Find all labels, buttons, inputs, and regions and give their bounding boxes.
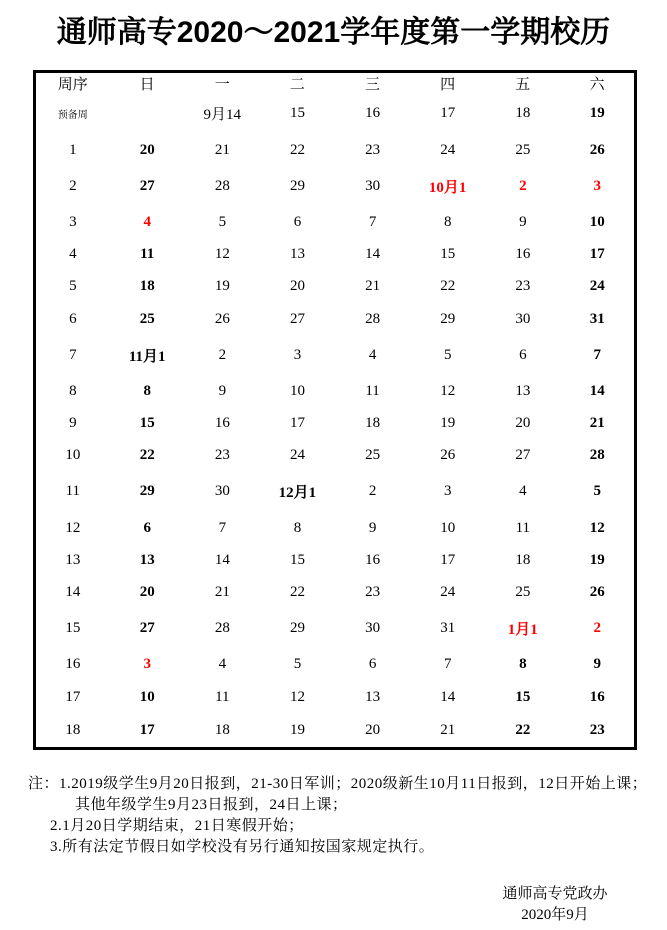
date-cell: 22 [440,278,456,295]
week-number-cell: 16 [65,656,81,673]
calendar-body [35,94,636,749]
date-cell: 28 [589,447,605,464]
note-line-2: 其他年级学生9月23日报到，24日上课； [75,797,348,813]
calendar-week-row [35,713,636,748]
date-cell: 3 [293,346,302,363]
date-cell: 12 [214,246,230,263]
date-cell: 15 [289,551,305,568]
date-cell: 31 [440,620,456,637]
date-cell: 20 [515,415,531,432]
date-cell: 13 [515,382,531,399]
date-cell: 15 [289,105,305,122]
date-cell: 31 [589,310,605,327]
calendar-week-row [35,206,636,238]
date-cell: 22 [289,584,305,601]
date-cell: 10 [139,688,155,705]
date-cell: 27 [139,620,155,637]
date-cell: 9 [218,382,227,399]
week-number-cell: 1 [69,141,77,158]
date-cell: 18 [139,278,155,295]
date-cell: 24 [440,584,456,601]
date-cell: 3 [443,483,452,500]
week-number-cell: 2 [69,177,77,194]
note-line-3: 2.1月20日学期结束，21日寒假开始； [50,818,304,834]
date-cell: 16 [589,688,605,705]
date-cell: 10 [589,213,605,230]
calendar-header-row [35,72,636,95]
date-cell: 11月1 [128,348,166,365]
date-cell: 23 [365,584,381,601]
date-cell: 14 [440,688,456,705]
date-cell: 5 [443,346,452,363]
date-cell: 19 [214,278,230,295]
week-number-cell: 6 [69,310,77,327]
week-number-cell: 13 [65,551,81,568]
header-friday: 五 [515,77,531,93]
date-cell: 19 [589,551,605,568]
date-cell: 7 [218,519,227,536]
date-cell: 21 [589,415,605,432]
date-cell: 1月1 [507,622,538,639]
date-cell: 15 [515,688,531,705]
date-cell: 21 [440,721,456,738]
notes-section [28,774,663,858]
date-cell: 25 [365,447,381,464]
date-cell: 27 [289,310,305,327]
date-cell: 30 [214,483,230,500]
date-cell: 25 [515,141,531,158]
issue-date: 2020年9月 [521,907,589,923]
header-tuesday: 二 [289,77,305,93]
calendar-week-row [35,271,636,303]
week-number-cell: 8 [69,382,77,399]
date-cell: 21 [214,141,230,158]
date-cell: 13 [139,551,155,568]
date-cell: 26 [214,310,230,327]
calendar-week-row [35,94,636,134]
date-cell: 8 [443,213,452,230]
calendar-week-row [35,472,636,512]
date-cell: 2 [368,483,377,500]
week-number-cell: 14 [65,584,81,601]
date-cell: 17 [589,246,605,263]
calendar-week-row [35,335,636,375]
date-cell: 17 [440,105,456,122]
date-cell: 19 [589,105,605,122]
date-cell: 28 [214,620,230,637]
date-cell: 4 [368,346,377,363]
date-cell: 17 [289,415,305,432]
notes-label: 注： [28,776,60,792]
week-number-cell: 5 [69,278,77,295]
header-thursday: 四 [440,77,456,93]
date-cell: 17 [440,551,456,568]
date-cell: 2 [218,346,227,363]
date-cell: 11 [365,382,380,399]
week-number-cell: 17 [65,688,81,705]
date-cell: 10月1 [428,179,467,196]
date-cell: 23 [214,447,230,464]
week-number-cell: 11 [65,483,81,500]
note-text-1: 1.2019级学生9月20日报到，21-30日军训；2020级新生10月11日报到，12日开始上课； [59,776,648,792]
date-cell: 19 [289,721,305,738]
date-cell: 3 [593,177,601,194]
date-cell: 9 [519,213,527,230]
calendar-week-row [35,375,636,407]
date-cell: 20 [139,141,155,158]
date-cell: 30 [515,310,531,327]
date-cell: 5 [218,213,227,230]
date-cell: 2 [519,177,527,194]
calendar-week-row [35,440,636,472]
date-cell: 18 [515,105,531,122]
date-cell: 29 [139,483,155,500]
date-cell: 6 [519,346,527,363]
week-number-cell: 18 [65,721,81,738]
issuer-name: 通师高专党政办 [502,886,608,902]
date-cell: 18 [515,551,531,568]
week-number-cell: 预备周 [57,110,88,122]
date-cell: 20 [289,278,305,295]
date-cell: 29 [289,620,305,637]
date-cell: 4 [519,483,527,500]
date-cell: 8 [293,519,302,536]
date-cell: 18 [214,721,230,738]
date-cell: 23 [365,141,381,158]
date-cell: 12 [589,519,605,536]
date-cell: 8 [519,656,527,673]
week-number-cell: 15 [65,620,81,637]
date-cell: 13 [289,246,305,263]
date-cell: 19 [440,415,456,432]
header-week-order: 周序 [57,77,88,93]
date-cell: 22 [515,721,531,738]
date-cell: 26 [589,584,605,601]
date-cell: 6 [368,656,377,673]
calendar-week-row [35,577,636,609]
date-cell: 7 [368,213,377,230]
date-cell: 28 [214,177,230,194]
header-saturday: 六 [589,77,605,93]
date-cell: 12 [440,382,456,399]
calendar-table [33,70,637,750]
date-cell: 26 [440,447,456,464]
date-cell: 12 [289,688,305,705]
calendar-week-row [35,134,636,166]
date-cell: 8 [143,382,151,399]
week-number-cell: 10 [65,447,81,464]
date-cell: 22 [139,447,155,464]
date-cell: 28 [365,310,381,327]
calendar-week-row [35,609,636,649]
date-cell: 13 [365,688,381,705]
date-cell: 10 [440,519,456,536]
date-cell: 15 [440,246,456,263]
date-cell: 21 [214,584,230,601]
date-cell: 27 [139,177,155,194]
date-cell: 7 [593,346,601,363]
date-cell: 16 [214,415,230,432]
date-cell: 7 [443,656,452,673]
date-cell: 9月14 [203,107,242,124]
calendar-week-row [35,303,636,335]
date-cell: 16 [515,246,531,263]
date-cell: 4 [218,656,227,673]
date-cell: 23 [515,278,531,295]
signature-block [440,884,667,926]
date-cell: 6 [143,519,151,536]
date-cell: 9 [368,519,377,536]
date-cell: 18 [365,415,381,432]
date-cell: 2 [593,620,601,637]
calendar-week-row [35,649,636,681]
week-number-cell: 9 [69,415,77,432]
note-line-4: 3.所有法定节假日如学校没有另行通知按国家规定执行。 [50,839,435,855]
week-number-cell: 3 [69,213,77,230]
date-cell: 5 [593,483,601,500]
date-cell: 25 [139,310,155,327]
date-cell: 16 [365,105,381,122]
date-cell [110,94,185,134]
date-cell: 22 [289,141,305,158]
date-cell: 11 [515,519,531,536]
calendar-week-row [35,544,636,576]
date-cell: 25 [515,584,531,601]
header-sunday: 日 [139,77,155,93]
date-cell: 9 [593,656,601,673]
date-cell: 30 [365,620,381,637]
week-number-cell: 4 [69,246,77,263]
date-cell: 29 [440,310,456,327]
date-cell: 23 [589,721,605,738]
calendar-week-row [35,681,636,713]
page-title: 通师高专2020～2021学年度第一学期校历 [56,16,611,49]
date-cell: 3 [143,656,151,673]
date-cell: 10 [289,382,305,399]
date-cell: 14 [589,382,605,399]
week-number-cell: 7 [69,346,77,363]
calendar-week-row [35,512,636,544]
date-cell: 16 [365,551,381,568]
date-cell: 11 [140,246,155,263]
date-cell: 24 [289,447,305,464]
date-cell: 14 [365,246,381,263]
date-cell: 26 [589,141,605,158]
date-cell: 6 [293,213,302,230]
date-cell: 12月1 [278,485,317,502]
calendar-week-row [35,166,636,206]
date-cell: 15 [139,415,155,432]
header-wednesday: 三 [365,77,381,93]
date-cell: 5 [293,656,302,673]
calendar-week-row [35,238,636,270]
header-monday: 一 [214,77,230,93]
date-cell: 21 [365,278,381,295]
date-cell: 20 [365,721,381,738]
calendar-week-row [35,407,636,439]
date-cell: 20 [139,584,155,601]
note-line-1 [28,774,663,795]
date-cell: 24 [440,141,456,158]
week-number-cell: 12 [65,519,81,536]
date-cell: 14 [214,551,230,568]
date-cell: 30 [365,177,381,194]
date-cell: 4 [143,213,151,230]
date-cell: 11 [215,688,230,705]
date-cell: 29 [289,177,305,194]
date-cell: 17 [139,721,155,738]
date-cell: 27 [515,447,531,464]
date-cell: 24 [589,278,605,295]
